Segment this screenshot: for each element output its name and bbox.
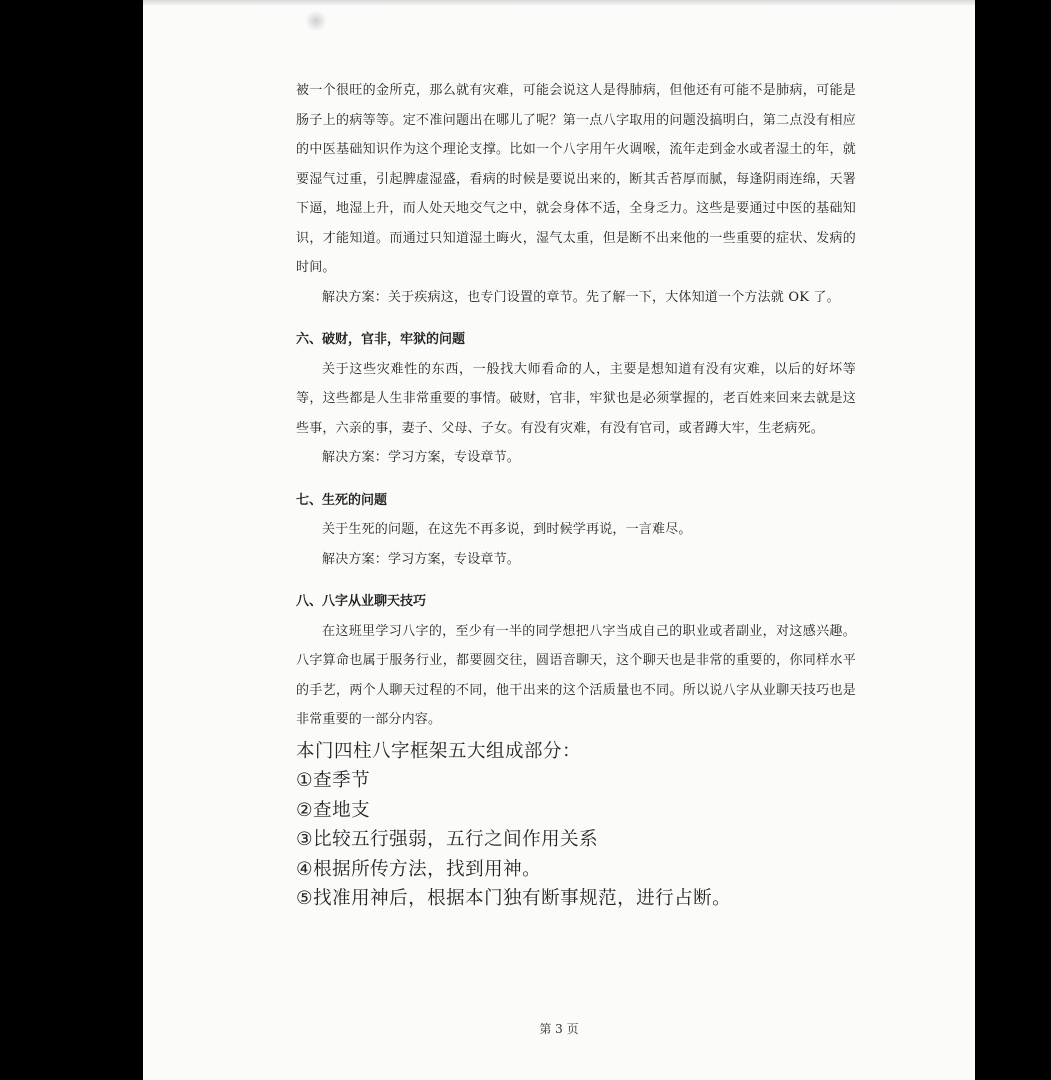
paragraph-solution-life-death: 解决方案：学习方案，专设章节。 bbox=[322, 551, 521, 567]
section-heading-6: 六、破财，官非，牢狱的问题 bbox=[296, 332, 466, 347]
framework-item: ②查地支 bbox=[296, 799, 371, 821]
framework-item: ⑤找准用神后，根据本门独有断事规范，进行占断。 bbox=[296, 888, 732, 909]
paragraph-chat-skills: 在这班里学习八字的，至少有一半的同学想把八字当成自己的职业或者副业，对这感兴趣。八字算命也属于服务行业，都要圆交往，圆语音聊天，这个聊天也是非常的重要的，你同样水平的手艺，两个人聊天过程的不同，他干出来的这个活质量也不同。所以说八字从业聊天技巧也是非常重要的一部分内容。 bbox=[296, 623, 856, 727]
framework-item: ①查季节 bbox=[296, 770, 371, 791]
paragraph-disaster: 关于这些灾难性的东西，一般找大师看命的人，主要是想知道有没有灾难，以后的好坏等等，这些都是人生非常重要的事情。破财，官非，牢狱也是必须掌握的，老百姓来回来去就是这些事，六亲的事，妻子、父母、子女。有没有灾难，有没有官司，或者蹲大牢，生老病死。 bbox=[296, 361, 856, 436]
scan-smudge bbox=[305, 10, 327, 32]
framework-title: 本门四柱八字框架五大组成部分： bbox=[296, 740, 582, 762]
paragraph-life-death: 关于生死的问题，在这先不再多说，到时候学再说，一言难尽。 bbox=[322, 522, 692, 537]
framework-item: ④根据所传方法，找到用神。 bbox=[296, 858, 542, 880]
paragraph-solution-disease: 解决方案：关于疾病这，也专门设置的章节。先了解一下，大体知道一个方法就 OK 了。 bbox=[322, 289, 840, 305]
framework-item: ③比较五行强弱，五行之间作用关系 bbox=[296, 829, 599, 850]
paragraph-solution-disaster: 解决方案：学习方案，专设章节。 bbox=[322, 450, 521, 465]
document-page bbox=[143, 0, 975, 1080]
page-content bbox=[296, 76, 856, 914]
paragraph-1: 被一个很旺的金所克，那么就有灾难，可能会说这人是得肺病，但他还有可能不是肺病，可能是肠子上的病等等。定不准问题出在哪儿了呢？第一点八字取用的问题没搞明白，第二点没有相应的中医基础知识作为这个理论支撑。比如一个八字用午火调喉，流年走到金水或者湿土的年，就要湿气过重，引起脾虚湿盛，看病的时候是要说出来的，断其舌苔厚而腻，每逢阴雨连绵，天署下逼，地湿上升，而人处天地交气之中，就会身体不适，全身乏力。这些是要通过中医的基础知识，才能知道。而通过只知道湿土晦火，湿气太重，但是断不出来他的一些重要的症状、发病的时间。 bbox=[296, 83, 856, 275]
page-number: 第 3 页 bbox=[539, 1022, 579, 1036]
scan-edge bbox=[143, 0, 975, 6]
section-heading-7: 七、生死的问题 bbox=[296, 492, 388, 508]
section-heading-8: 八、八字从业聊天技巧 bbox=[296, 594, 427, 609]
